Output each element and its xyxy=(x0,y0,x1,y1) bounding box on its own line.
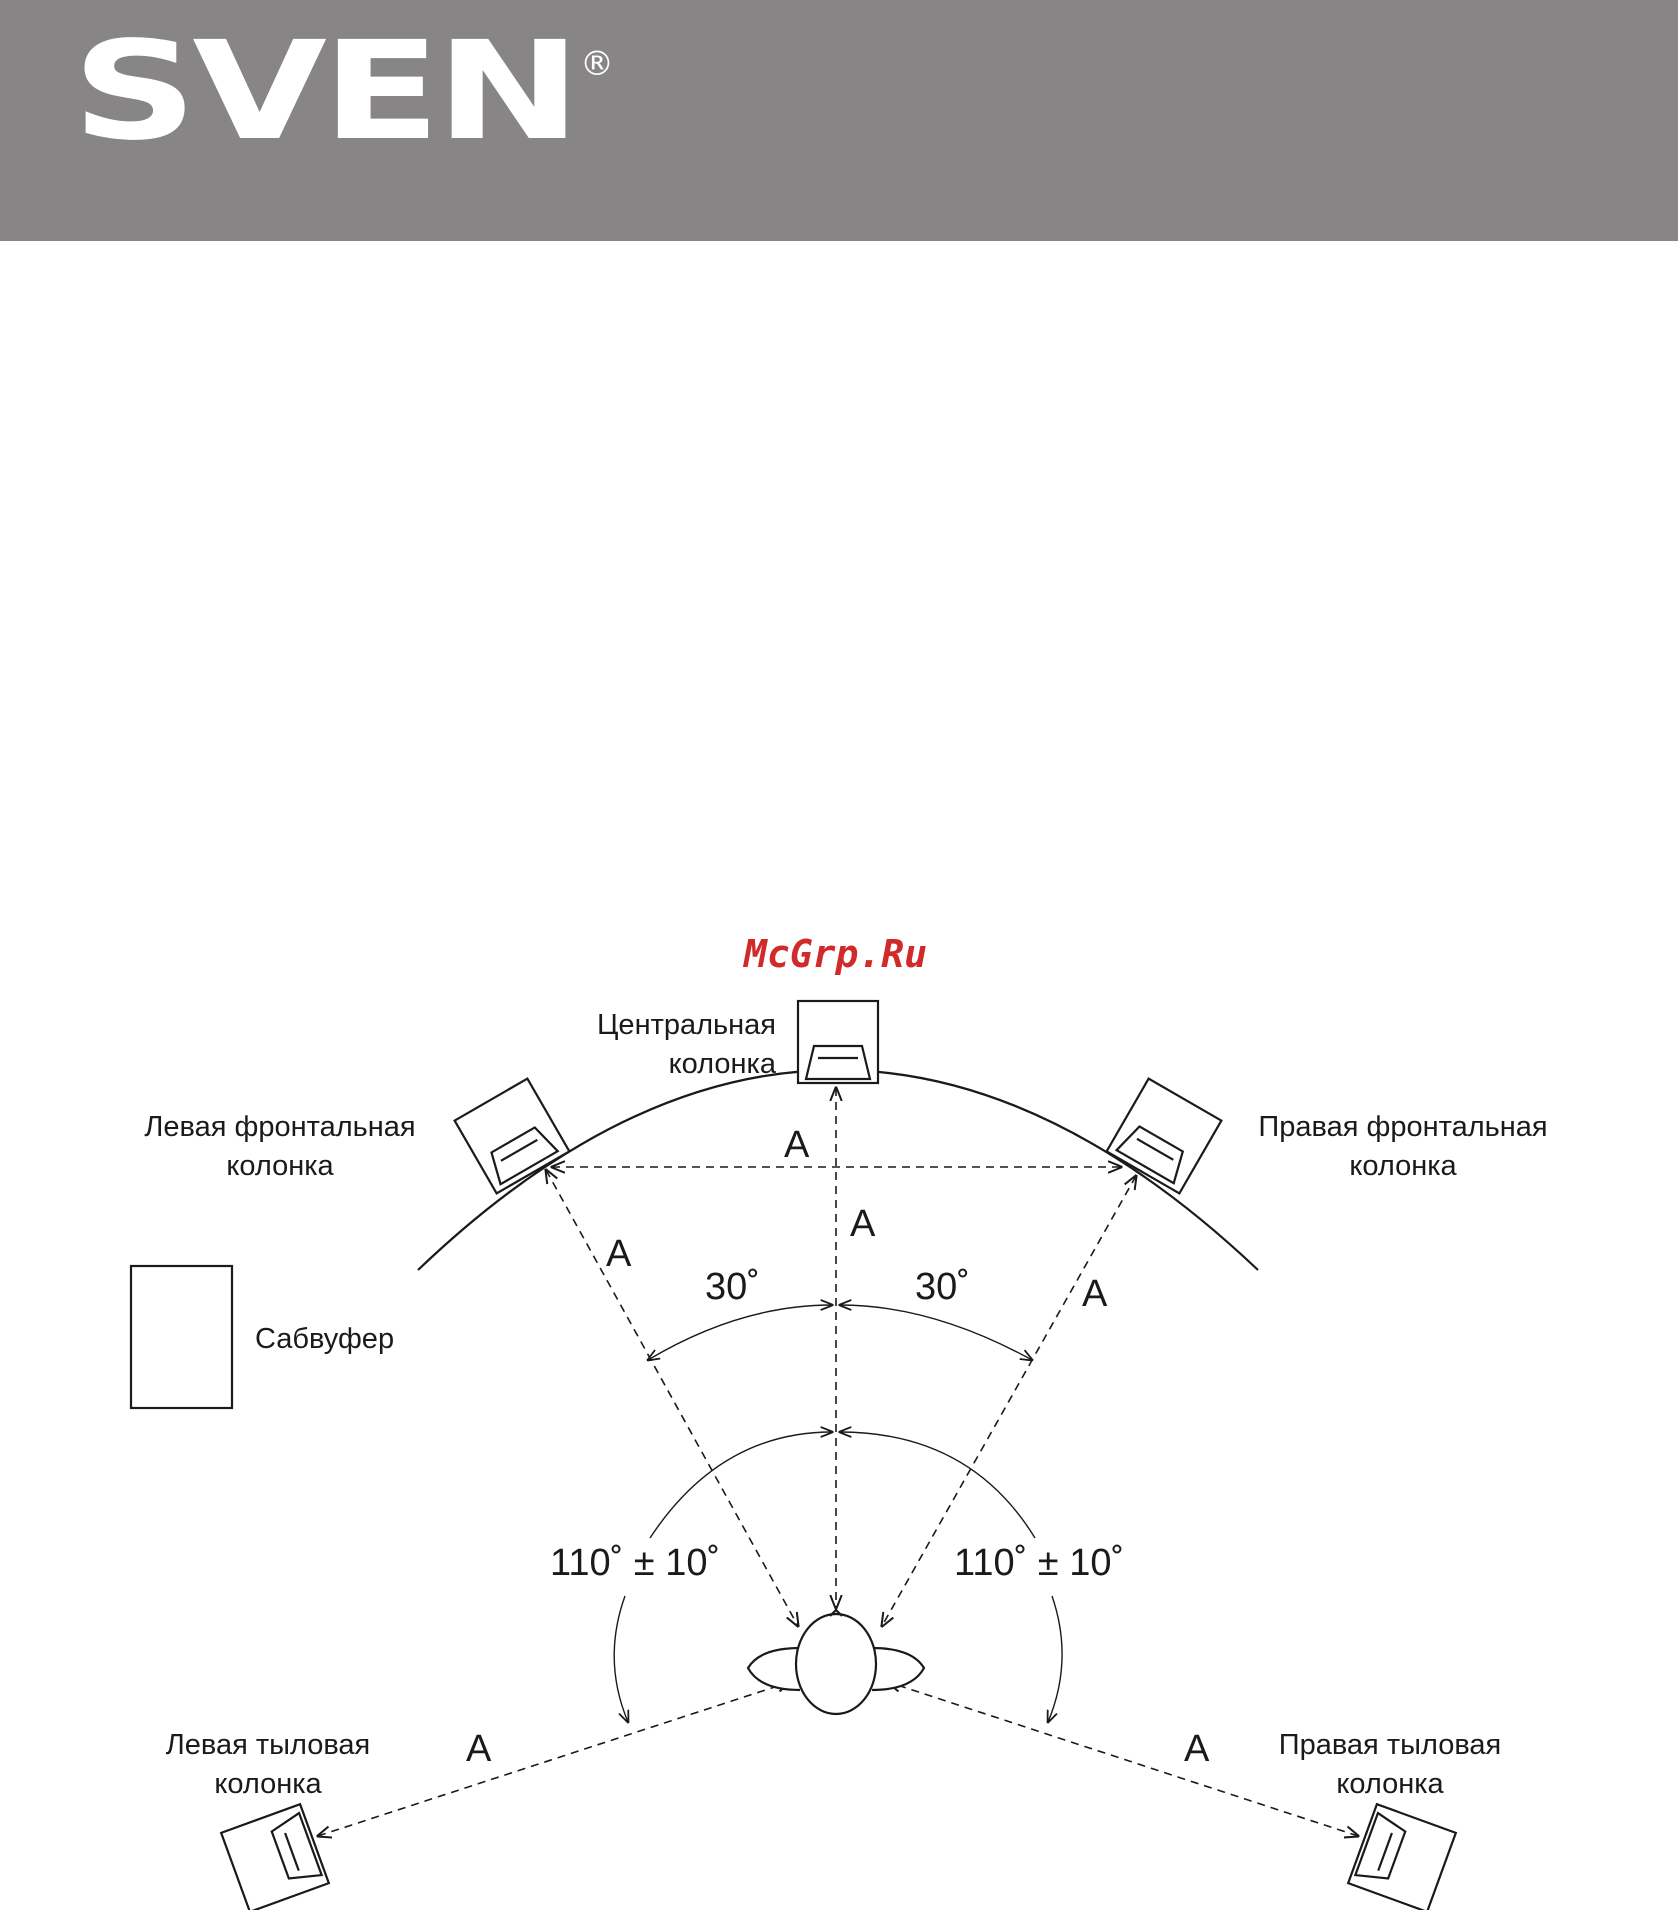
distance-label-right: A xyxy=(1082,1273,1108,1315)
distance-label-center: A xyxy=(850,1203,876,1245)
angle-arc-right-110-lower xyxy=(1048,1596,1062,1722)
angle-label-front-left: 30˚ xyxy=(705,1266,760,1308)
speaker-icon-rear-left xyxy=(221,1804,329,1910)
registered-mark: ® xyxy=(580,44,614,84)
angle-arc-right-110 xyxy=(840,1432,1035,1538)
label-rear-left-speaker xyxy=(138,1726,398,1804)
angle-label-rear-right: 110˚ ± 10˚ xyxy=(954,1542,1125,1584)
listener-head-icon xyxy=(748,1610,924,1714)
label-line: колонка xyxy=(1349,1150,1457,1182)
angle-arc-left-110-lower xyxy=(614,1596,628,1722)
distance-label-rear-right: A xyxy=(1184,1728,1210,1770)
label-subwoofer: Сабвуфер xyxy=(255,1323,395,1355)
distance-label-rear-left: A xyxy=(466,1728,492,1770)
angle-arc-left-30 xyxy=(648,1305,832,1360)
label-line: колонка xyxy=(214,1768,322,1800)
speaker-icon-front-right xyxy=(1107,1079,1222,1194)
speaker-icon-center xyxy=(798,1001,878,1083)
label-center-speaker xyxy=(560,1006,776,1084)
label-line: колонка xyxy=(226,1150,334,1182)
label-line: Левая тыловая xyxy=(165,1729,371,1761)
distance-label-left: A xyxy=(606,1233,632,1275)
angle-label-front-right: 30˚ xyxy=(915,1266,970,1308)
label-line: Центральная xyxy=(596,1009,776,1041)
angle-label-rear-left: 110˚ ± 10˚ xyxy=(550,1542,721,1584)
subwoofer-icon xyxy=(131,1266,232,1408)
label-line: Правая тыловая xyxy=(1278,1729,1502,1761)
label-front-right-speaker xyxy=(1238,1108,1568,1186)
label-line: Правая фронтальная xyxy=(1258,1111,1548,1143)
label-rear-right-speaker xyxy=(1260,1726,1520,1804)
angle-arc-left-110 xyxy=(650,1432,832,1538)
speaker-icon-front-left xyxy=(455,1079,570,1194)
distance-label-front: A xyxy=(784,1124,810,1166)
label-line: колонка xyxy=(668,1048,776,1080)
label-front-left-speaker xyxy=(120,1108,440,1186)
label-line: Левая фронтальная xyxy=(144,1111,416,1143)
speaker-icon-rear-right xyxy=(1348,1804,1456,1910)
label-line: колонка xyxy=(1336,1768,1444,1800)
sven-logo: SVEN xyxy=(72,13,577,171)
watermark: McGrp.Ru xyxy=(744,932,928,976)
angle-arc-right-30 xyxy=(840,1305,1032,1360)
listening-arc xyxy=(418,1070,1258,1270)
